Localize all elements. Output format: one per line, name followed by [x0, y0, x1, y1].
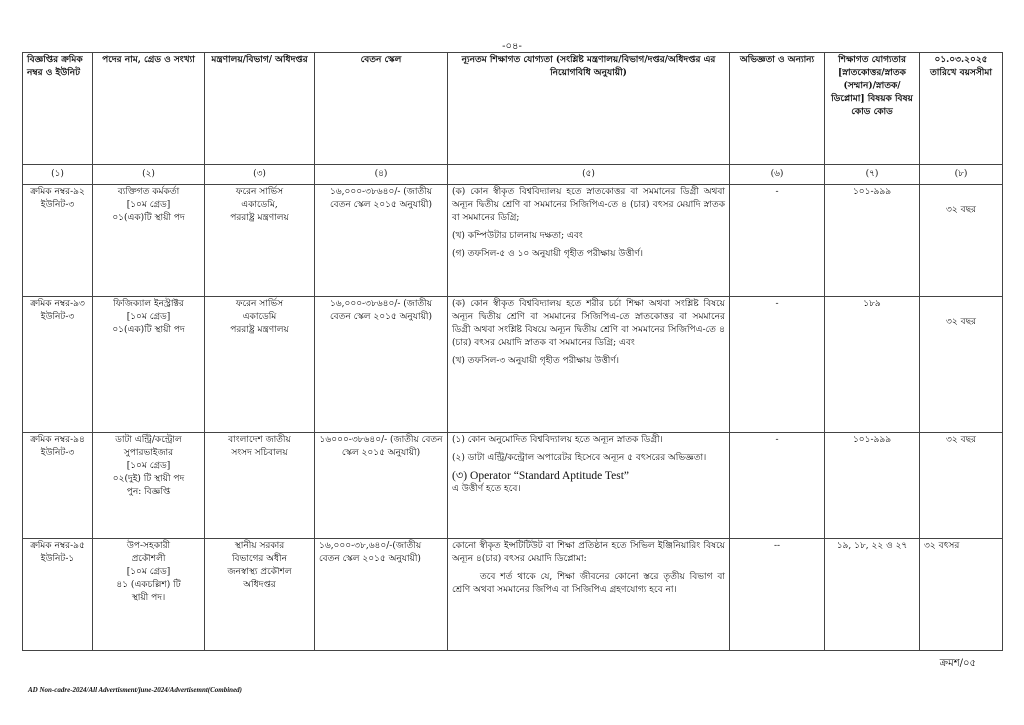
page-number: -০৪- [502, 41, 522, 52]
table-row [23, 185, 1003, 297]
table-row [23, 297, 1003, 433]
post-cell [93, 539, 205, 651]
post-line: সুপারভাইজার [123, 448, 174, 458]
subject-code-cell: ১০১-৯৯৯ [825, 433, 920, 539]
header-experience: অভিজ্ঞতা ও অন্যান্য [730, 53, 825, 165]
post-line: স্থায়ী পদ। [131, 593, 166, 603]
age-limit: ৩২ বছর [946, 317, 976, 327]
post-cell [93, 185, 205, 297]
ministry-line: অধিদপ্তর [243, 580, 276, 590]
post-line: ০১(এক)টি স্থায়ী পদ [112, 213, 185, 223]
age-limit-cell [920, 539, 1003, 651]
footer-path: AD Non-cadre-2024/All Advertisment/june-2024/Advertisemnt(Combined) [28, 686, 243, 694]
column-number: (৬) [730, 165, 825, 185]
header-pay: বেতন স্কেল [315, 53, 448, 165]
post-line: ডাটা এন্ট্রি/কন্ট্রোল [115, 435, 182, 445]
age-limit: ৩২ বৎসর [924, 541, 960, 551]
table-row [23, 433, 1003, 539]
experience-cell: - [730, 297, 825, 433]
column-number: (৫) [448, 165, 730, 185]
pay-cell: ১৬,০০০-৩৮,৬৪০/-(জাতীয় বেতন স্কেল ২০১৫ অনুযায়ী) [315, 539, 448, 651]
ministry-line: একাডেমি [242, 312, 277, 322]
post-cell [93, 297, 205, 433]
post-line: [১০ম গ্রেড] [126, 312, 171, 322]
ministry-line: জনস্বাস্থ্য প্রকৌশল [227, 567, 292, 577]
experience-cell: - [730, 433, 825, 539]
age-limit: ৩২ বছর [946, 205, 976, 215]
experience-cell: -- [730, 539, 825, 651]
column-number: (৮) [920, 165, 1003, 185]
age-limit: ৩২ বছর [946, 435, 976, 445]
header-ministry: মন্ত্রণালয়/বিভাগ/ অধিদপ্তর [205, 53, 315, 165]
pay-cell: ১৬,০০০-৩৮৬৪০/- (জাতীয় বেতন স্কেল ২০১৫ অনুযায়ী) [315, 297, 448, 433]
subject-code-cell: ১০১-৯৯৯ [825, 185, 920, 297]
header-serial: বিজ্ঞপ্তির ক্রমিক নম্বর ও ইউনিট [23, 53, 93, 165]
qualification-item: এ উত্তীর্ণ হতে হবে। [452, 484, 521, 494]
serial-cell: ক্রমিক নম্বর-৯৪ ইউনিট-৩ [23, 433, 93, 539]
header-age-limit: ০১.০৩.২০২৫ তারিখে বয়সসীমা [920, 53, 1003, 165]
post-line: ০১(এক)টি স্থায়ী পদ [112, 325, 185, 335]
post-line: [১০ম গ্রেড] [126, 461, 171, 471]
qualification-item: (খ) কম্পিউটার চালনায় দক্ষতা; এবং [452, 231, 583, 241]
serial-cell: ক্রমিক নম্বর-৯৫ ইউনিট-১ [23, 539, 93, 651]
ministry-cell [205, 185, 315, 297]
post-cell [93, 433, 205, 539]
post-line: ফিজিক্যাল ইনস্ট্রাক্টর [113, 299, 184, 309]
qualification-item: (খ) তফসিল-৩ অনুযায়ী গৃহীত পরীক্ষায় উত্তীর্ণ। [452, 356, 619, 366]
ministry-line: বাংলাদেশ জাতীয় [228, 435, 291, 445]
ministry-cell [205, 297, 315, 433]
serial-cell: ক্রমিক নম্বর-৯২ ইউনিট-৩ [23, 185, 93, 297]
table-header-row [23, 53, 1003, 165]
header-qualification: ন্যূনতম শিক্ষাগত যোগ্যতা (সংশ্লিষ্ট মন্ত্রণালয়/বিভাগ/দপ্তর/অধিদপ্তর এর নিয়োগবিধি অনুযায়ী) [448, 53, 730, 165]
qualification-item: (ক) কোন স্বীকৃত বিশ্ববিদ্যালয় হতে শরীর চর্চা শিক্ষা অথবা সংশ্লিষ্ট বিষয়ে অন্যূন দ্বিতীয় শ্রেণি বা সমমানের সিজিপিএ-তে স্নাতকোত্তর বা সমমানের ডিগ্রী অথবা সংশ্লিষ্ট বিষয়ে অন্যূন দ্বিতীয় শ্রেণি বা সমমানের সিজিপিএ-তে ৪ (চার) বৎসর মেয়াদি স্নাতক বা সমমানের ডিগ্রি; এবং [452, 299, 725, 348]
subject-code-cell: ১৯, ১৮, ২২ ও ২৭ [825, 539, 920, 651]
ministry-line: পররাষ্ট্র মন্ত্রণালয় [230, 325, 289, 335]
continued-label: ক্রমশ/০৫ [939, 658, 976, 669]
ministry-line: একাডেমি, [241, 200, 278, 210]
post-line: [১০ম গ্রেড] [126, 200, 171, 210]
qualification-item: (গ) তফসিল-৫ ও ১০ অনুযায়ী গৃহীত পরীক্ষায় উত্তীর্ণ। [452, 249, 644, 259]
qualification-item: (২) ডাটা এন্ট্রি/কন্ট্রোল অপারেটর হিসেবে অন্যূন ৫ বৎসরের অভিজ্ঞতা। [452, 453, 707, 463]
serial-cell: ক্রমিক নম্বর-৯৩ ইউনিট-৩ [23, 297, 93, 433]
qualification-cell [448, 297, 730, 433]
qualification-item: কোনো স্বীকৃত ইন্সটিটিউট বা শিক্ষা প্রতিষ্ঠান হতে সিভিল ইঞ্জিনিয়ারিং বিষয়ে অন্যূন ৪(চার) বৎসর মেয়াদি ডিপ্লোমা: [452, 541, 725, 564]
pay-cell: ১৬,০০০-৩৮৬৪০/- (জাতীয় বেতন স্কেল ২০১৫ অনুযায়ী) [315, 185, 448, 297]
age-limit-cell [920, 297, 1003, 433]
column-number: (২) [93, 165, 205, 185]
column-number: (৩) [205, 165, 315, 185]
qualification-item: তবে শর্ত থাকে যে, শিক্ষা জীবনের কোনো স্তরে তৃতীয় বিভাগ বা শ্রেণি অথবা সমমানের জিপিএ বা সিজিপিএ গ্রহণযোগ্য হবে না। [452, 572, 725, 595]
ministry-line: বিভাগের অধীন [231, 554, 287, 564]
qualification-cell [448, 185, 730, 297]
qualification-item: (ক) কোন স্বীকৃত বিশ্ববিদ্যালয় হতে স্নাতকোত্তর বা সমমানের ডিগ্রী অথবা অন্যূন দ্বিতীয় শ্রেণি বা সমমানের সিজিপিএ-তে ৪ (চার) বৎসর মেয়াদি স্নাতক বা সমমানের ডিগ্রি; [452, 187, 725, 223]
column-number: (৪) [315, 165, 448, 185]
table-row [23, 539, 1003, 651]
post-line: উপ-সহকারী [126, 541, 171, 551]
ministry-line: স্থানীয় সরকার [234, 541, 285, 551]
column-number: (৭) [825, 165, 920, 185]
column-number: (১) [23, 165, 93, 185]
ministry-line: ফরেন সার্ভিস [235, 299, 284, 309]
age-limit-cell [920, 433, 1003, 539]
recruitment-table [22, 52, 1003, 651]
post-line: প্রকৌশলী [131, 554, 166, 564]
qualification-cell [448, 539, 730, 651]
ministry-cell [205, 433, 315, 539]
ministry-line: সংসদ সচিবালয় [231, 448, 288, 458]
post-line: পুন: বিজ্ঞপ্তি [126, 487, 171, 497]
qualification-cell [448, 433, 730, 539]
pay-cell: ১৬০০০-৩৮৬৪০/- (জাতীয় বেতন স্কেল ২০১৫ অনুযায়ী) [315, 433, 448, 539]
header-post: পদের নাম, গ্রেড ও সংখ্যা [93, 53, 205, 165]
ministry-line: পররাষ্ট্র মন্ত্রণালয় [230, 213, 289, 223]
post-line: ব্যক্তিগত কর্মকর্তা [117, 187, 180, 197]
subject-code-cell: ১৮৯ [825, 297, 920, 433]
header-subject-code: শিক্ষাগত যোগ্যতার [স্নাতকোত্তর/স্নাতক (সম্মান)/স্নাতক/ ডিপ্লোমা] বিষয়ক বিষয় কোড কোড [825, 53, 920, 165]
age-limit-cell [920, 185, 1003, 297]
column-number-row [23, 165, 1003, 185]
post-line: ৪১ (একচল্লিশ) টি [116, 580, 181, 590]
experience-cell: - [730, 185, 825, 297]
post-line: [১০ম গ্রেড] [126, 567, 171, 577]
post-line: ০২(দুই) টি স্থায়ী পদ [112, 474, 185, 484]
qualification-item: (১) কোন অনুমোদিত বিশ্ববিদ্যালয় হতে অন্যূন স্নাতক ডিগ্রী। [452, 435, 663, 445]
ministry-cell [205, 539, 315, 651]
qualification-item: (৩) Operator “Standard Aptitude Test” [452, 470, 629, 482]
ministry-line: ফরেন সার্ভিস [235, 187, 284, 197]
